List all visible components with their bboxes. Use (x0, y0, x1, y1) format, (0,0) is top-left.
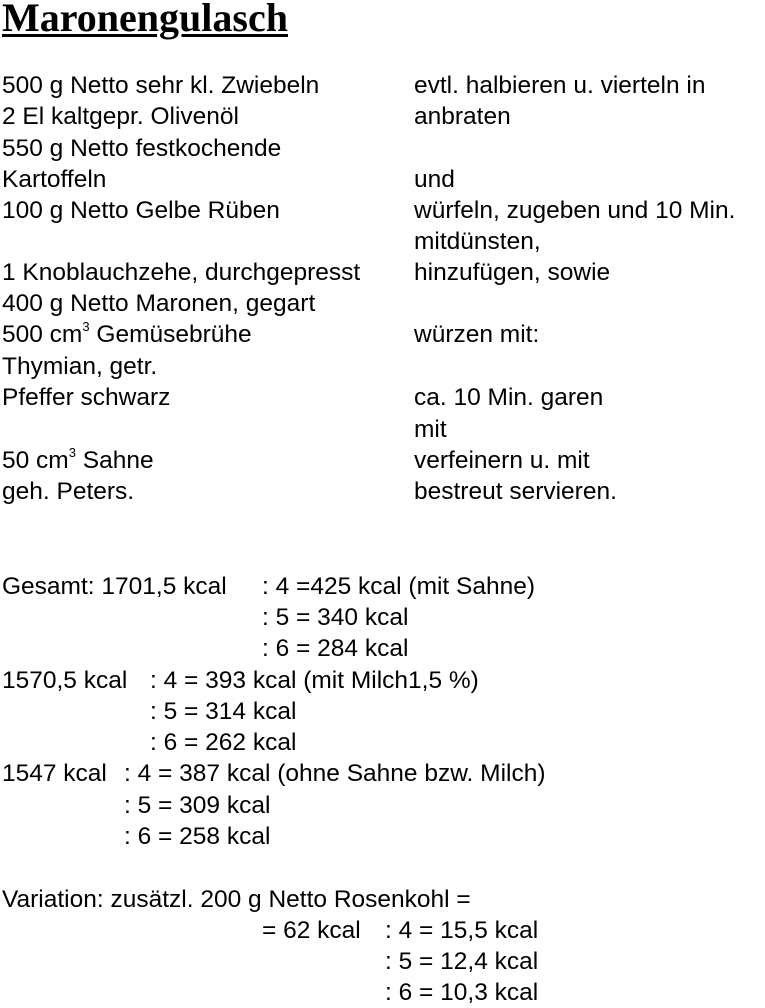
portion-kcal: : 5 = 340 kcal (262, 604, 409, 631)
total-kcal-with-milk: 1570,5 kcal (2, 667, 128, 694)
ingredient-line: 500 g Netto sehr kl. Zwiebeln (2, 72, 320, 99)
ingredient-amount: 500 cm (2, 321, 83, 348)
portion-kcal: : 4 = 387 kcal (ohne Sahne bzw. Milch) (124, 760, 546, 787)
total-kcal-with-cream: Gesamt: 1701,5 kcal (2, 573, 227, 600)
variation-portion-kcal: : 6 = 10,3 kcal (385, 979, 539, 1006)
ingredient-line: 1 Knoblauchzehe, durchgepresst (2, 259, 361, 286)
step-line: mitdünsten, (414, 228, 541, 255)
step-line: verfeinern u. mit (414, 447, 590, 474)
ingredient-line: Pfeffer schwarz (2, 384, 171, 411)
ingredient-line (2, 445, 154, 476)
variation-line: Variation: zusätzl. 200 g Netto Rosenkohl = (2, 886, 471, 913)
portion-kcal: : 6 = 262 kcal (150, 729, 297, 756)
portion-kcal: : 4 =425 kcal (mit Sahne) (262, 573, 536, 600)
step-line: und (414, 166, 455, 193)
ingredient-line: 2 El kaltgepr. Olivenöl (2, 103, 239, 130)
step-line: würzen mit: (414, 321, 540, 348)
step-line: bestreut servieren. (414, 478, 617, 505)
step-line: mit (414, 416, 447, 443)
variation-kcal: = 62 kcal (262, 917, 361, 944)
ingredient-name: Sahne (75, 447, 154, 474)
ingredient-line: 400 g Netto Maronen, gegart (2, 290, 316, 317)
ingredient-line: Thymian, getr. (2, 353, 158, 380)
recipe-title: Maronengulasch (2, 0, 288, 40)
ingredient-line: Kartoffeln (2, 166, 107, 193)
portion-kcal: : 6 = 258 kcal (124, 823, 271, 850)
variation-portion-kcal: : 5 = 12,4 kcal (385, 948, 539, 975)
portion-kcal: : 5 = 309 kcal (124, 792, 271, 819)
step-line: hinzufügen, sowie (414, 259, 611, 286)
ingredient-line: 100 g Netto Gelbe Rüben (2, 197, 280, 224)
ingredient-amount: 50 cm (2, 447, 69, 474)
portion-kcal: : 5 = 314 kcal (150, 698, 297, 725)
ingredient-line: geh. Peters. (2, 478, 135, 505)
unit-superscript: 3 (68, 444, 76, 460)
portion-kcal: : 4 = 393 kcal (mit Milch1,5 %) (150, 667, 479, 694)
portion-kcal: : 6 = 284 kcal (262, 635, 409, 662)
ingredient-line: 550 g Netto festkochende (2, 135, 282, 162)
step-line: evtl. halbieren u. vierteln in (414, 72, 706, 99)
step-line: würfeln, zugeben und 10 Min. (414, 197, 736, 224)
step-line: anbraten (414, 103, 511, 130)
ingredient-line (2, 319, 252, 350)
total-kcal-without-cream: 1547 kcal (2, 760, 107, 787)
step-line: ca. 10 Min. garen (414, 384, 604, 411)
unit-superscript: 3 (82, 318, 90, 334)
ingredient-name: Gemüsebrühe (89, 321, 252, 348)
variation-portion-kcal: : 4 = 15,5 kcal (385, 917, 539, 944)
